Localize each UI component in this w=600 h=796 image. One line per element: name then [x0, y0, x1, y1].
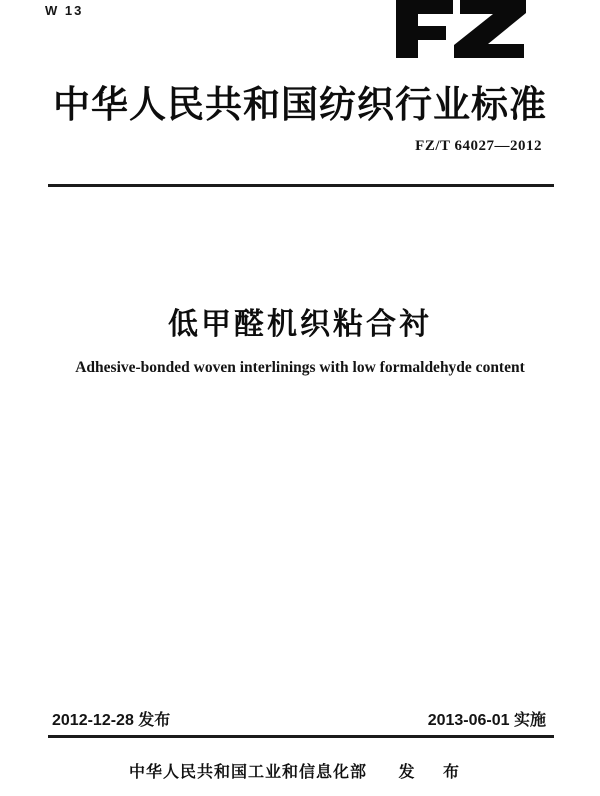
country-standard-title: 中华人民共和国纺织行业标准 [53, 84, 547, 125]
publish-label: 发 布 [398, 764, 471, 781]
fz-logo [394, 0, 526, 58]
publisher-name: 中华人民共和国工业和信息化部 [129, 764, 368, 781]
document-title-chinese: 低甲醛机织粘合衬 [168, 308, 432, 341]
date-row [52, 707, 546, 730]
publisher-footer [0, 759, 600, 782]
document-title-english: Adhesive-bonded woven interlinings with low formaldehyde content [75, 359, 525, 376]
bottom-divider-line [48, 735, 554, 738]
issue-date: 2012-12-28 发布 [52, 712, 171, 729]
top-divider-line [48, 184, 554, 187]
standard-number: FZ/T 64027—2012 [415, 138, 542, 154]
implementation-date: 2013-06-01 实施 [427, 712, 546, 729]
classification-code: W 13 [45, 3, 84, 18]
